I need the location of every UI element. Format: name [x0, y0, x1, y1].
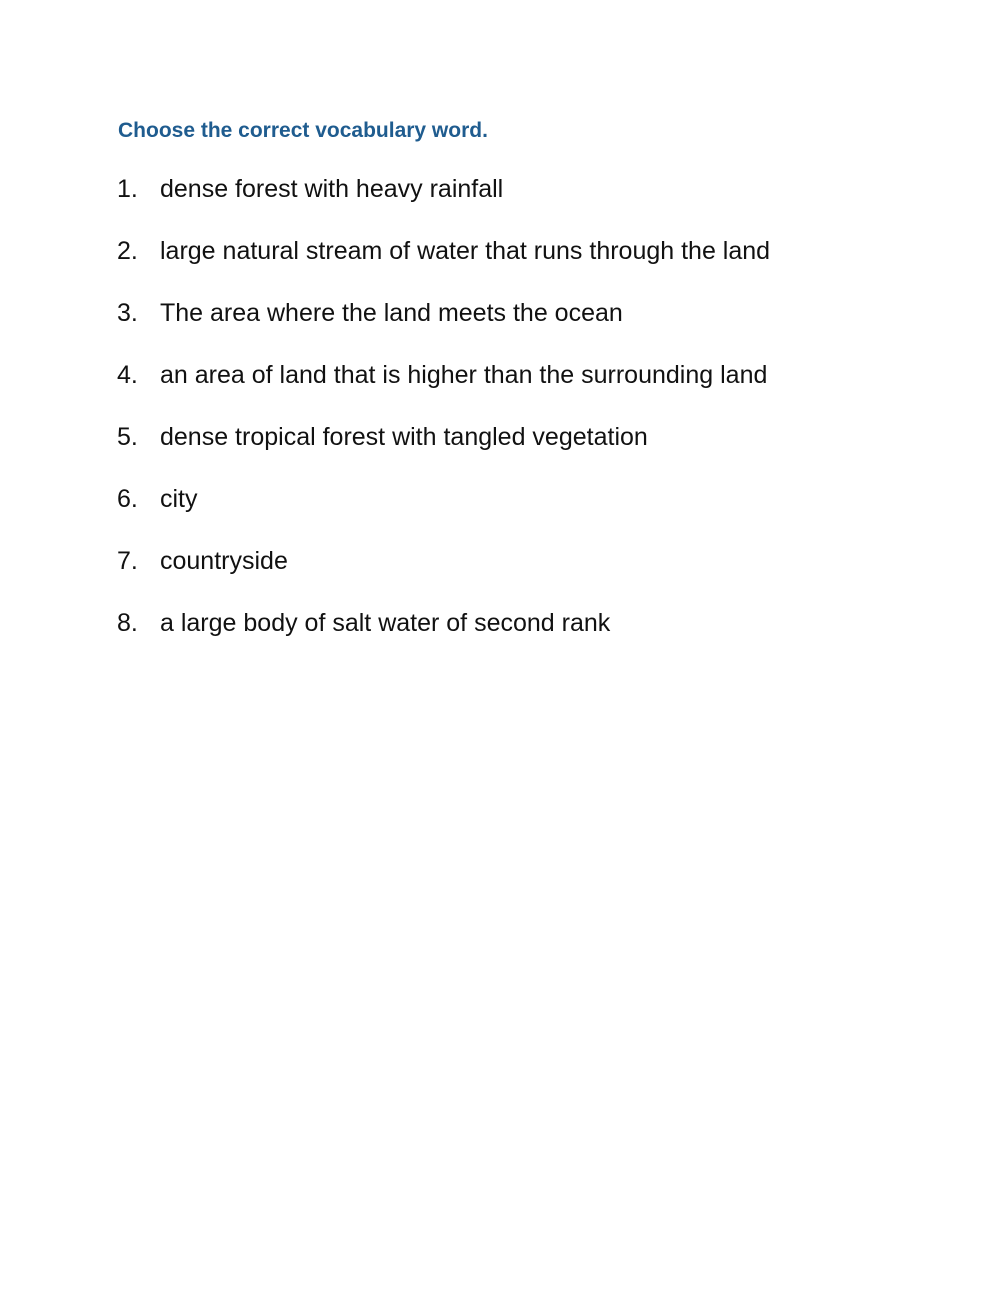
list-item — [117, 545, 770, 607]
item-definition: countryside — [160, 547, 288, 575]
item-number: 6. — [117, 485, 138, 513]
item-definition: large natural stream of water that runs through the land — [160, 237, 771, 265]
item-number: 2. — [117, 237, 138, 265]
item-number: 7. — [117, 547, 138, 575]
list-item — [117, 235, 770, 297]
list-item — [117, 173, 770, 235]
list-item — [117, 483, 770, 545]
item-definition: The area where the land meets the ocean — [160, 299, 623, 327]
item-number: 3. — [117, 299, 138, 327]
list-item — [117, 359, 770, 421]
item-number: 4. — [117, 361, 138, 389]
vocabulary-list — [117, 173, 770, 669]
item-definition: an area of land that is higher than the surrounding land — [160, 361, 768, 389]
item-definition: dense forest with heavy rainfall — [160, 175, 504, 203]
item-definition: dense tropical forest with tangled vegetation — [160, 423, 648, 451]
item-definition: city — [160, 485, 198, 513]
list-item — [117, 607, 770, 669]
item-definition: a large body of salt water of second rank — [160, 609, 611, 637]
item-number: 5. — [117, 423, 138, 451]
instruction-heading: Choose the correct vocabulary word. — [118, 119, 488, 142]
item-number: 1. — [117, 175, 138, 203]
list-item — [117, 297, 770, 359]
item-number: 8. — [117, 609, 138, 637]
list-item — [117, 421, 770, 483]
